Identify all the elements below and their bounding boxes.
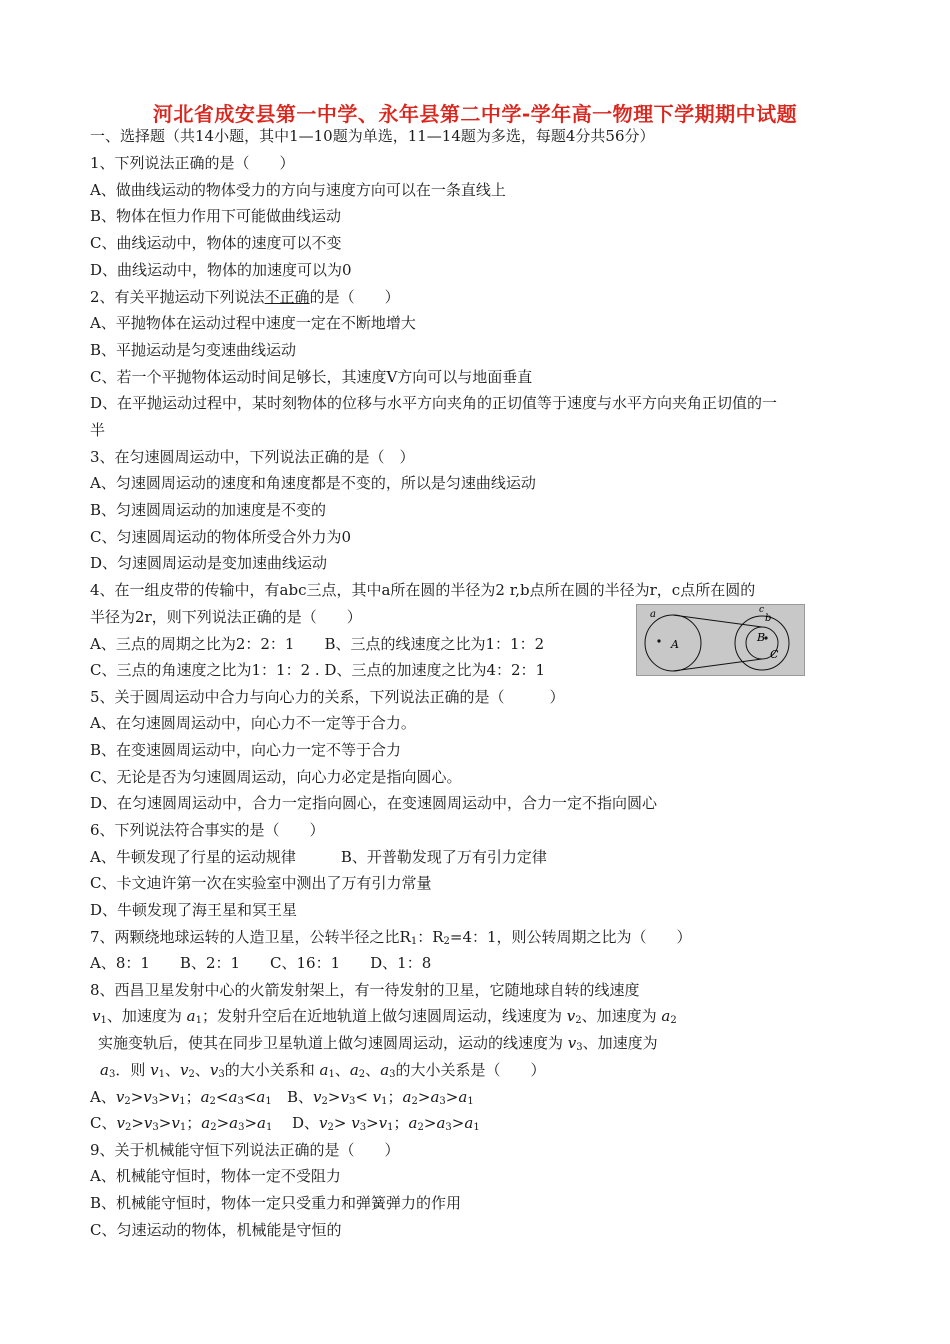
q4-options-ab: A、三点的周期之比为2：2：1 B、三点的线速度之比为1：1：2 bbox=[90, 635, 545, 653]
q7-stem bbox=[90, 927, 692, 952]
op: > bbox=[445, 1088, 459, 1106]
op: < bbox=[243, 1088, 257, 1106]
q8-l2-sub: 2 bbox=[670, 1015, 677, 1026]
op: > bbox=[451, 1114, 465, 1132]
label-pulley-B: B bbox=[757, 631, 766, 644]
label-point-a: a bbox=[650, 609, 656, 620]
q3-option-d: D、匀速圆周运动是变加速曲线运动 bbox=[90, 554, 328, 572]
q4-stem-line1: 4、在一组皮带的传输中，有abc三点，其中a所在圆的半径为2 r,b点所在圆的半径为r，c点所在圆的 bbox=[90, 581, 756, 599]
q8-l4-text: 、 bbox=[194, 1061, 210, 1079]
sub: 2 bbox=[124, 1096, 131, 1107]
sub: 1 bbox=[381, 1096, 388, 1107]
q8-stem-line3 bbox=[98, 1033, 658, 1058]
q7-stem-pre: 7、两颗绕地球运转的人造卫星，公转半径之比R bbox=[90, 928, 411, 946]
q8-l4-sub: 1 bbox=[158, 1069, 165, 1080]
q8-l3-text: 实施变轨后，使其在同步卫星轨道上做匀速圆周运动，运动的线速度为 bbox=[98, 1034, 568, 1052]
label-point-c: c bbox=[759, 605, 765, 615]
sym: a bbox=[256, 1088, 266, 1106]
sub: 2 bbox=[417, 1122, 424, 1133]
q3-option-a: A、匀速圆周运动的速度和角速度都是不变的，所以是匀速曲线运动 bbox=[90, 474, 536, 492]
q5-stem: 5、关于圆周运动中合力与向心力的关系，下列说法正确的是（ ） bbox=[90, 688, 565, 706]
q8-l2-text: 、加速度为 bbox=[581, 1007, 662, 1025]
q8-l2-a: a bbox=[661, 1007, 671, 1025]
q8-l4-sub: 3 bbox=[108, 1069, 116, 1080]
sub: 2 bbox=[327, 1122, 334, 1133]
q8-l4-sym: a bbox=[349, 1061, 359, 1079]
sub: 3 bbox=[237, 1096, 244, 1107]
q8-l2-text: ；发射升空后在近地轨道上做匀速圆周运动，线速度为 bbox=[201, 1007, 567, 1025]
sym: v bbox=[170, 1088, 180, 1106]
q9-option-b: B、机械能守恒时，物体一定只受重力和弹簧弹力的作用 bbox=[90, 1194, 462, 1212]
sym: v bbox=[143, 1114, 153, 1132]
exam-title: 河北省成安县第一中学、永年县第二中学-学年高一物理下学期期中试题 bbox=[152, 102, 798, 126]
pulley-diagram bbox=[637, 605, 804, 675]
op: ； bbox=[393, 1114, 409, 1132]
op: < bbox=[215, 1088, 229, 1106]
q8-option-a bbox=[90, 1087, 272, 1112]
q6-options-ab: A、牛顿发现了行星的运动规律 B、开普勒发现了万有引力定律 bbox=[90, 848, 547, 866]
belt-top bbox=[673, 615, 762, 627]
op: < bbox=[355, 1088, 373, 1106]
op: > bbox=[158, 1114, 172, 1132]
q8-l4-text: 、 bbox=[164, 1061, 180, 1079]
sub: 1 bbox=[266, 1122, 273, 1133]
q8-l4-sym: v bbox=[150, 1061, 159, 1079]
q8-l2-text: 、加速度为 bbox=[106, 1007, 187, 1025]
q8-l4-text: 、 bbox=[334, 1061, 350, 1079]
sym: v bbox=[351, 1114, 360, 1132]
sym: a bbox=[229, 1114, 239, 1132]
q3-option-b: B、匀速圆周运动的加速度是不变的 bbox=[90, 501, 327, 519]
q8-l4-text: 的大小关系是（ ） bbox=[395, 1061, 546, 1079]
sub: 3 bbox=[238, 1122, 245, 1133]
sub: 1 bbox=[473, 1122, 480, 1133]
sub: 3 bbox=[348, 1096, 356, 1107]
q8-l4-sub: 2 bbox=[188, 1069, 195, 1080]
q8-l4-text: 、 bbox=[365, 1061, 381, 1079]
sub: 1 bbox=[387, 1122, 394, 1133]
q1-option-a: A、做曲线运动的物体受力的方向与速度方向可以在一条直线上 bbox=[90, 181, 506, 199]
sub: 2 bbox=[209, 1096, 216, 1107]
q8-l4-sub: 1 bbox=[328, 1069, 335, 1080]
op: ； bbox=[387, 1088, 403, 1106]
op: ； bbox=[185, 1088, 201, 1106]
q6-option-d: D、牛顿发现了海王星和冥王星 bbox=[90, 901, 298, 919]
q5-option-c: C、无论是否为匀速圆周运动，向心力必定是指向圆心。 bbox=[90, 768, 462, 786]
q1-stem: 1、下列说法正确的是（ ） bbox=[90, 154, 295, 172]
sym: v bbox=[115, 1088, 125, 1106]
q4-options-cd: C、三点的角速度之比为1：1：2 . D、三点的加速度之比为4：2：1 bbox=[90, 661, 546, 679]
sub: 3 bbox=[151, 1096, 159, 1107]
q9-stem: 9、关于机械能守恒下列说法正确的是（ ） bbox=[90, 1141, 400, 1159]
q8-l4-sym: a bbox=[100, 1061, 109, 1079]
q6-option-c: C、卡文迪许第一次在实验室中测出了万有引力常量 bbox=[90, 874, 432, 892]
q2-option-b: B、平抛运动是匀变速曲线运动 bbox=[90, 341, 297, 359]
q2-option-c: C、若一个平抛物体运动时间足够长，其速度V方向可以与地面垂直 bbox=[90, 368, 533, 386]
q8-stem-line4 bbox=[100, 1060, 546, 1085]
sub: 3 bbox=[445, 1122, 452, 1133]
sym: a bbox=[436, 1114, 446, 1132]
sym: a bbox=[402, 1088, 412, 1106]
sub: 1 bbox=[265, 1096, 272, 1107]
q3-option-c: C、匀速圆周运动的物体所受合外力为0 bbox=[90, 528, 352, 546]
q7-stem-mid: ：R bbox=[417, 928, 444, 946]
q8-l3-sub: 3 bbox=[576, 1042, 583, 1053]
sym: v bbox=[319, 1114, 328, 1132]
opt-label: A、 bbox=[90, 1088, 116, 1106]
q8-l4-sub: 3 bbox=[389, 1069, 396, 1080]
op: > bbox=[130, 1088, 144, 1106]
q7-stem-post: =4：1，则公转周期之比为（ ） bbox=[449, 928, 692, 946]
q2-option-d-line2: 半 bbox=[90, 421, 106, 439]
q5-option-a: A、在匀速圆周运动中，向心力不一定等于合力。 bbox=[90, 714, 416, 732]
op: > bbox=[131, 1114, 144, 1132]
q8-stem-line1: 8、西昌卫星发射中心的火箭发射架上，有一待发射的卫星，它随地球自转的线速度 bbox=[90, 981, 640, 999]
q9-option-a: A、机械能守恒时，物体一定不受阻力 bbox=[90, 1167, 341, 1185]
sym: v bbox=[340, 1088, 349, 1106]
q5-option-d: D、在匀速圆周运动中，合力一定指向圆心，在变速圆周运动中，合力一定不指向圆心 bbox=[90, 794, 658, 812]
sym: a bbox=[257, 1114, 266, 1132]
q8-option-b bbox=[287, 1087, 474, 1112]
sym: a bbox=[464, 1114, 474, 1132]
op: > bbox=[423, 1114, 437, 1132]
op: > bbox=[327, 1088, 341, 1106]
sub: 2 bbox=[210, 1122, 217, 1133]
q4-stem-line2: 半径为2r，则下列说法正确的是（ ） bbox=[90, 608, 362, 626]
q8-l4-sym: v bbox=[179, 1061, 189, 1079]
sub: 2 bbox=[411, 1096, 418, 1107]
q7-options: A、8：1 B、2：1 C、16：1 D、1：8 bbox=[90, 954, 432, 972]
q1-option-b: B、物体在恒力作用下可能做曲线运动 bbox=[90, 207, 342, 225]
q8-l4-sym: a bbox=[380, 1061, 390, 1079]
q8-l4-text: 的大小关系和 bbox=[224, 1061, 320, 1079]
label-point-b: b bbox=[765, 613, 772, 624]
q1-option-c: C、曲线运动中，物体的速度可以不变 bbox=[90, 234, 342, 252]
q8-l4-sub: 3 bbox=[218, 1069, 225, 1080]
opt-label: B、 bbox=[287, 1088, 314, 1106]
q3-stem: 3、在匀速圆周运动中，下列说法正确的是（ ） bbox=[90, 448, 415, 466]
op: > bbox=[158, 1088, 171, 1106]
q7-sub-1: 1 bbox=[410, 936, 418, 947]
q8-l2-sub: 1 bbox=[100, 1015, 107, 1026]
q8-l3-text: 、加速度为 bbox=[582, 1034, 658, 1052]
q8-stem-line2 bbox=[92, 1006, 677, 1031]
op: > bbox=[417, 1088, 431, 1106]
sym: v bbox=[372, 1088, 382, 1106]
q2-option-d-line1: D、在平抛运动过程中，某时刻物体的位移与水平方向夹角的正切值等于速度与水平方向夹角正切值的一 bbox=[90, 394, 778, 412]
op: > bbox=[244, 1114, 258, 1132]
sym: a bbox=[200, 1088, 210, 1106]
q8-l2-sub: 2 bbox=[575, 1015, 582, 1026]
sym: v bbox=[171, 1114, 180, 1132]
op: > bbox=[333, 1114, 352, 1132]
q7-sub-2: 2 bbox=[443, 936, 450, 947]
sym: a bbox=[430, 1088, 440, 1106]
q8-l2-sub: 1 bbox=[195, 1015, 202, 1026]
q2-stem bbox=[90, 287, 400, 307]
q8-l4-sym: a bbox=[319, 1061, 329, 1079]
q2-stem-post: 的是（ ） bbox=[309, 288, 400, 306]
q8-l2-v: v bbox=[92, 1007, 101, 1025]
q8-l3-v: v bbox=[567, 1034, 577, 1052]
q2-stem-pre: 2、有关平抛运动下列说法 bbox=[90, 288, 265, 306]
sym: a bbox=[458, 1088, 468, 1106]
q8-option-d bbox=[292, 1113, 480, 1138]
q8-l2-v: v bbox=[566, 1007, 576, 1025]
opt-label: D、 bbox=[292, 1114, 320, 1132]
sym: v bbox=[378, 1114, 388, 1132]
sym: v bbox=[313, 1088, 322, 1106]
op: > bbox=[216, 1114, 230, 1132]
sub: 3 bbox=[359, 1122, 367, 1133]
q8-l4-sym: v bbox=[209, 1061, 219, 1079]
q8-l2-a: a bbox=[186, 1007, 196, 1025]
q2-option-a: A、平抛物体在运动过程中速度一定在不断地增大 bbox=[90, 314, 416, 332]
q5-option-b: B、在变速圆周运动中，向心力一定不等于合力 bbox=[90, 741, 402, 759]
sub: 1 bbox=[179, 1096, 186, 1107]
sym: a bbox=[201, 1114, 211, 1132]
sub: 3 bbox=[439, 1096, 446, 1107]
q1-option-d: D、曲线运动中，物体的加速度可以为0 bbox=[90, 261, 352, 279]
op: > bbox=[366, 1114, 379, 1132]
sub: 2 bbox=[321, 1096, 328, 1107]
sym: v bbox=[143, 1088, 152, 1106]
q8-option-c bbox=[90, 1113, 272, 1138]
q2-stem-underlined: 不正确 bbox=[264, 288, 310, 306]
label-pulley-C: C bbox=[770, 648, 779, 661]
section-heading: 一、选择题（共14小题，其中1—10题为单选，11—14题为多选，每题4分共56分） bbox=[90, 127, 655, 145]
sym: v bbox=[116, 1114, 125, 1132]
op: ； bbox=[186, 1114, 202, 1132]
opt-label: C、 bbox=[90, 1114, 117, 1132]
label-pulley-A: A bbox=[671, 638, 679, 651]
sym: a bbox=[228, 1088, 238, 1106]
sub: 3 bbox=[152, 1122, 159, 1133]
q8-l4-text: ．则 bbox=[115, 1061, 151, 1079]
sub: 2 bbox=[124, 1122, 132, 1133]
sym: a bbox=[408, 1114, 418, 1132]
pulley-a-center-dot bbox=[657, 639, 660, 642]
q8-l4-sub: 2 bbox=[358, 1069, 366, 1080]
q9-option-c: C、匀速运动的物体，机械能是守恒的 bbox=[90, 1221, 342, 1239]
q6-stem: 6、下列说法符合事实的是（ ） bbox=[90, 821, 325, 839]
belt-pulley-figure bbox=[636, 604, 805, 676]
belt-bottom bbox=[673, 659, 762, 671]
sub: 1 bbox=[179, 1122, 187, 1133]
sub: 1 bbox=[467, 1096, 474, 1107]
